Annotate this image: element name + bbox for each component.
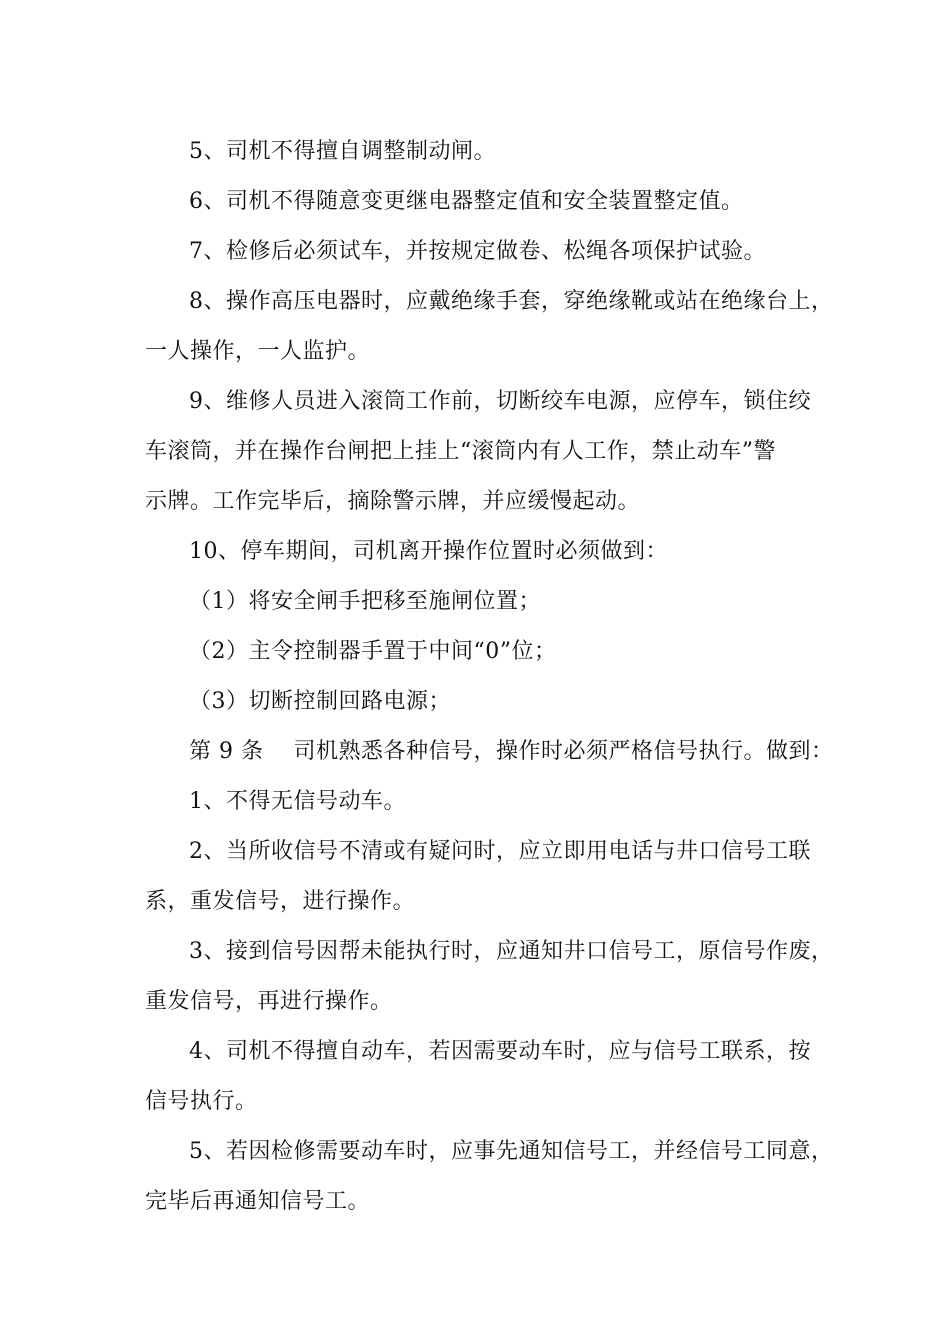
paragraph-line: 示牌。工作完毕后，摘除警示牌，并应缓慢起动。 bbox=[145, 489, 641, 514]
paragraph-line: 1、不得无信号动车。 bbox=[189, 789, 406, 814]
paragraph-line: 3、接到信号因帮未能执行时，应通知井口信号工，原信号作废， bbox=[189, 939, 834, 964]
paragraph-line: 完毕后再通知信号工。 bbox=[145, 1189, 371, 1214]
paragraph-line: 重发信号，再进行操作。 bbox=[145, 989, 393, 1014]
sub-item-line: （2）主令控制器手置于中间“0”位； bbox=[189, 639, 557, 664]
paragraph-line: 4、司机不得擅自动车，若因需要动车时，应与信号工联系，按 bbox=[189, 1039, 811, 1064]
paragraph-line: 一人操作，一人监护。 bbox=[145, 339, 371, 364]
paragraph-line: 9、维修人员进入滚筒工作前，切断绞车电源，应停车，锁住绞 bbox=[189, 389, 811, 414]
paragraph-line: 8、操作高压电器时，应戴绝缘手套，穿绝缘靴或站在绝缘台上， bbox=[189, 289, 834, 314]
paragraph-line: 6、司机不得随意变更继电器整定值和安全装置整定值。 bbox=[189, 189, 744, 214]
paragraph-line: 车滚筒，并在操作台闸把上挂上“滚筒内有人工作，禁止动车”警 bbox=[145, 439, 776, 464]
paragraph-line: 信号执行。 bbox=[145, 1089, 258, 1114]
paragraph-line: 10、停车期间，司机离开操作位置时必须做到： bbox=[189, 539, 668, 564]
article-heading-line: 第 9 条 司机熟悉各种信号，操作时必须严格信号执行。做到： bbox=[189, 739, 834, 764]
paragraph-line: 5、司机不得擅自调整制动闸。 bbox=[189, 139, 496, 164]
sub-item-line: （3）切断控制回路电源； bbox=[189, 689, 451, 714]
paragraph-line: 5、若因检修需要动车时，应事先通知信号工，并经信号工同意， bbox=[189, 1139, 834, 1164]
sub-item-line: （1）将安全闸手把移至施闸位置； bbox=[189, 589, 541, 614]
paragraph-line: 2、当所收信号不清或有疑问时，应立即用电话与井口信号工联 bbox=[189, 839, 811, 864]
paragraph-line: 系，重发信号，进行操作。 bbox=[145, 889, 416, 914]
paragraph-line: 7、检修后必须试车，并按规定做卷、松绳各项保护试验。 bbox=[189, 239, 766, 264]
